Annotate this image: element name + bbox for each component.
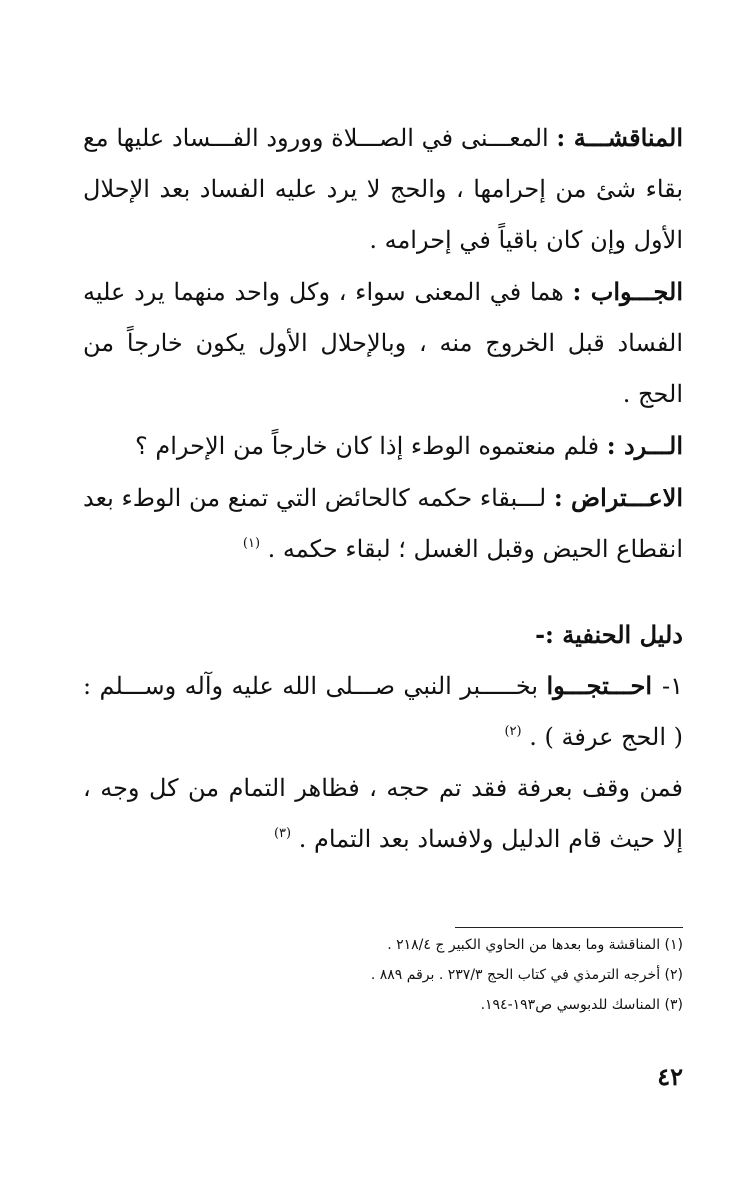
closing-text: فمن وقف بعرفة فقد تم حجه ، فظاهر التمام من كل وجه ، إلا حيث قام الدليل ولافساد بعد التمام . [83, 774, 683, 853]
discussion-paragraph [83, 112, 683, 266]
rebuttal-term: الـــرد : [606, 431, 683, 460]
objection-paragraph [83, 472, 683, 575]
item-term: احـــتجـــوا [546, 671, 652, 700]
discussion-text: المعـــنى في الصـــلاة وورود الفـــساد عليها مع بقاء شئ من إحرامها ، والحج لا يرد عليه الفساد بعد الإحلال الأول وإن كان باقياً في إحرامه . [83, 124, 683, 254]
objection-text: لـــبقاء حكمه كالحائض التي تمنع من الوطء بعد انقطاع الحيض وقبل الغسل ؛ لبقاء حكمه . [83, 484, 683, 563]
footnote-ref-2: (٢) [504, 724, 522, 739]
footnotes [83, 930, 683, 1020]
footnote-3: (٣) المناسك للدبوسي ص١٩٣-١٩٤. [480, 997, 683, 1013]
footnote-2: (٢) أخرجه الترمذي في كتاب الحج ٢٣٧/٣ . برقم ٨٨٩ . [370, 967, 683, 983]
answer-text: هما في المعنى سواء ، وكل واحد منهما يرد عليه الفساد قبل الخروج منه ، وبالإحلال الأول يكون خارجاً من الحج . [83, 278, 683, 408]
footnote-divider [455, 927, 683, 928]
closing-paragraph [83, 763, 683, 865]
page-number: ٤٢ [657, 1062, 683, 1091]
footnote-1: (١) المناقشة وما بعدها من الحاوي الكبير ج ٢١٨/٤ . [387, 937, 683, 953]
rebuttal-text: فلم منعتموه الوطء إذا كان خارجاً من الإحرام ؟ [135, 432, 607, 460]
footnote-ref-1: (١) [242, 536, 261, 551]
answer-paragraph [83, 266, 683, 420]
discussion-term: المناقشـــة : [556, 123, 684, 152]
rebuttal-paragraph [83, 420, 683, 472]
answer-term: الجـــواب : [572, 277, 683, 306]
footnote-ref-3: (٣) [273, 826, 292, 841]
main-text [83, 112, 683, 865]
item-number: ١- [662, 672, 683, 700]
item-text: بخـــــبر النبي صـــلى الله عليه وآله وســـلم : ( الحج عرفة ) . [83, 672, 683, 751]
section-heading: دليل الحنفية :- [535, 620, 683, 649]
objection-term: الاعـــتراض : [553, 483, 683, 512]
numbered-item-1 [83, 660, 683, 763]
